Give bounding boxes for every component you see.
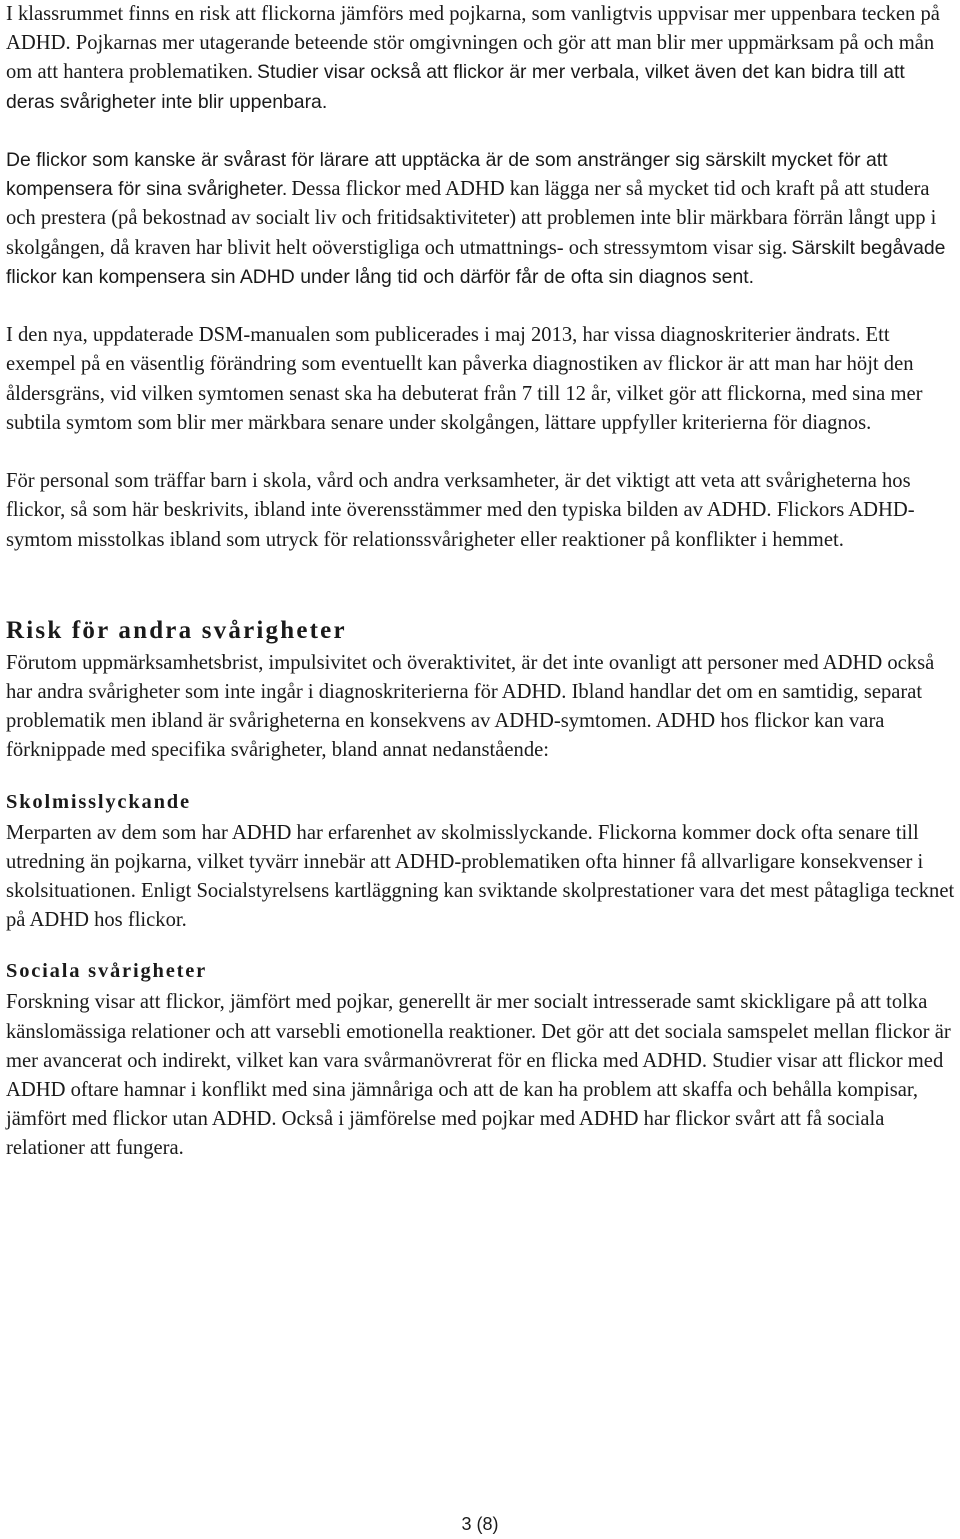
paragraph-compensating-girls-serif: Dessa flickor med ADHD kan lägga ner så mycket tid och kraft på att studera och prestera (på bekostnad av socialt liv och fritidsaktiviteter) att problemen inte blir märkbara förrän långt upp i skolgången, då kraven har blivit helt oöverstigliga och utmattnings- och stressymtom visar sig. <box>6 178 937 259</box>
subheading-skolmisslyckande: Skolmisslyckande <box>6 790 191 813</box>
paragraph-sociala-svarigheter: Forskning visar att flickor, jämfört med pojkar, generellt är mer socialt intresserade samt skickligare på att tolka känslomässiga relationer och att varsebli emotionella reaktioner. Det gör att det sociala samspelet mellan flickor är mer avancerat och indirekt, vilket kan vara svårmanövrerat för en flicka med ADHD. Studier visar att flickor med ADHD oftare hamnar i konflikt med sina jämnåriga och att de kan ha problem att skaffa och behålla kompisar, jämfört med flickor utan ADHD. Också i jämförelse med pojkar med ADHD har flickor svårt att få sociala relationer att fungera. <box>6 991 951 1160</box>
paragraph-classroom-risk-serif: I klassrummet finns en risk att flickorna jämförs med pojkarna, som vanligtvis uppvisar mer uppenbara tecken på ADHD. Pojkarnas mer utagerande beteende stör omgivningen och gör att man blir mer uppmärksam på och mån om att hantera problematiken. <box>6 3 940 84</box>
paragraph-compensating-girls <box>6 146 958 292</box>
page-number: 3 (8) <box>461 1514 499 1534</box>
paragraph-compensating-girls-sans: De flickor som kanske är svårast för lärare att upptäcka är de som anstränger sig särskilt mycket för att kompensera för sina svårigheter. <box>6 149 888 201</box>
subheading-sociala-svarigheter: Sociala svårigheter <box>6 960 208 983</box>
paragraph-dsm-manual: I den nya, uppdaterade DSM-manualen som publicerades i maj 2013, har vissa diagnoskriterier ändrats. Ett exempel på en väsentlig förändring som eventuellt kan påverka diagnostiken av flickor är att man har höjt den åldersgräns, vid vilken symtomen senast ska ha debuterat från 7 till 12 år, vilket gör att flickorna, med sina mer subtila symtom som blir mer märkbara senare under skolgången, lättare uppfyller kriterierna för diagnos. <box>6 324 923 434</box>
paragraph-compensating-girls-sans-b: Särskilt begåvade flickor kan kompensera sin ADHD under lång tid och därför får de ofta sin diagnos sent. <box>6 236 946 288</box>
paragraph-skolmisslyckande: Merparten av dem som har ADHD har erfarenhet av skolmisslyckande. Flickorna kommer dock ofta senare till utredning än pojkarna, vilket tyvärr innebär att ADHD-problematiken ofta hinner få allvarligare konsekvenser i skolsituationen. Enligt Socialstyrelsens kartläggning kan sviktande skolprestationer vara det mest påtagliga tecknet på ADHD hos flickor. <box>6 821 955 932</box>
paragraph-risk: Förutom uppmärksamhetsbrist, impulsivitet och överaktivitet, är det inte ovanligt att personer med ADHD också har andra svårigheter som inte ingår i diagnoskriterierna för ADHD. Ibland handlar det om en samtidig, separat problematik men ibland är svårigheterna en konsekvens av ADHD-symtomen. ADHD hos flickor kan vara förknippade med specifika svårigheter, bland annat nedanstående: <box>6 651 935 762</box>
paragraph-staff-awareness: För personal som träffar barn i skola, vård och andra verksamheter, är det viktigt att veta att svårigheterna hos flickor, så som här beskrivits, ibland inte överensstämmer med den typiska bilden av ADHD. Flickors ADHD-symtom misstolkas ibland som utryck för relationssvårigheter eller reaktioner på konflikter i hemmet. <box>6 470 915 551</box>
document-page <box>6 0 958 1164</box>
section-heading-risk: Risk för andra svårigheter <box>6 616 347 644</box>
paragraph-classroom-risk <box>6 0 958 117</box>
paragraph-classroom-risk-sans: Studier visar också att flickor är mer verbala, vilket även det kan bidra till att deras svårigheter inte blir uppenbara. <box>6 61 905 113</box>
